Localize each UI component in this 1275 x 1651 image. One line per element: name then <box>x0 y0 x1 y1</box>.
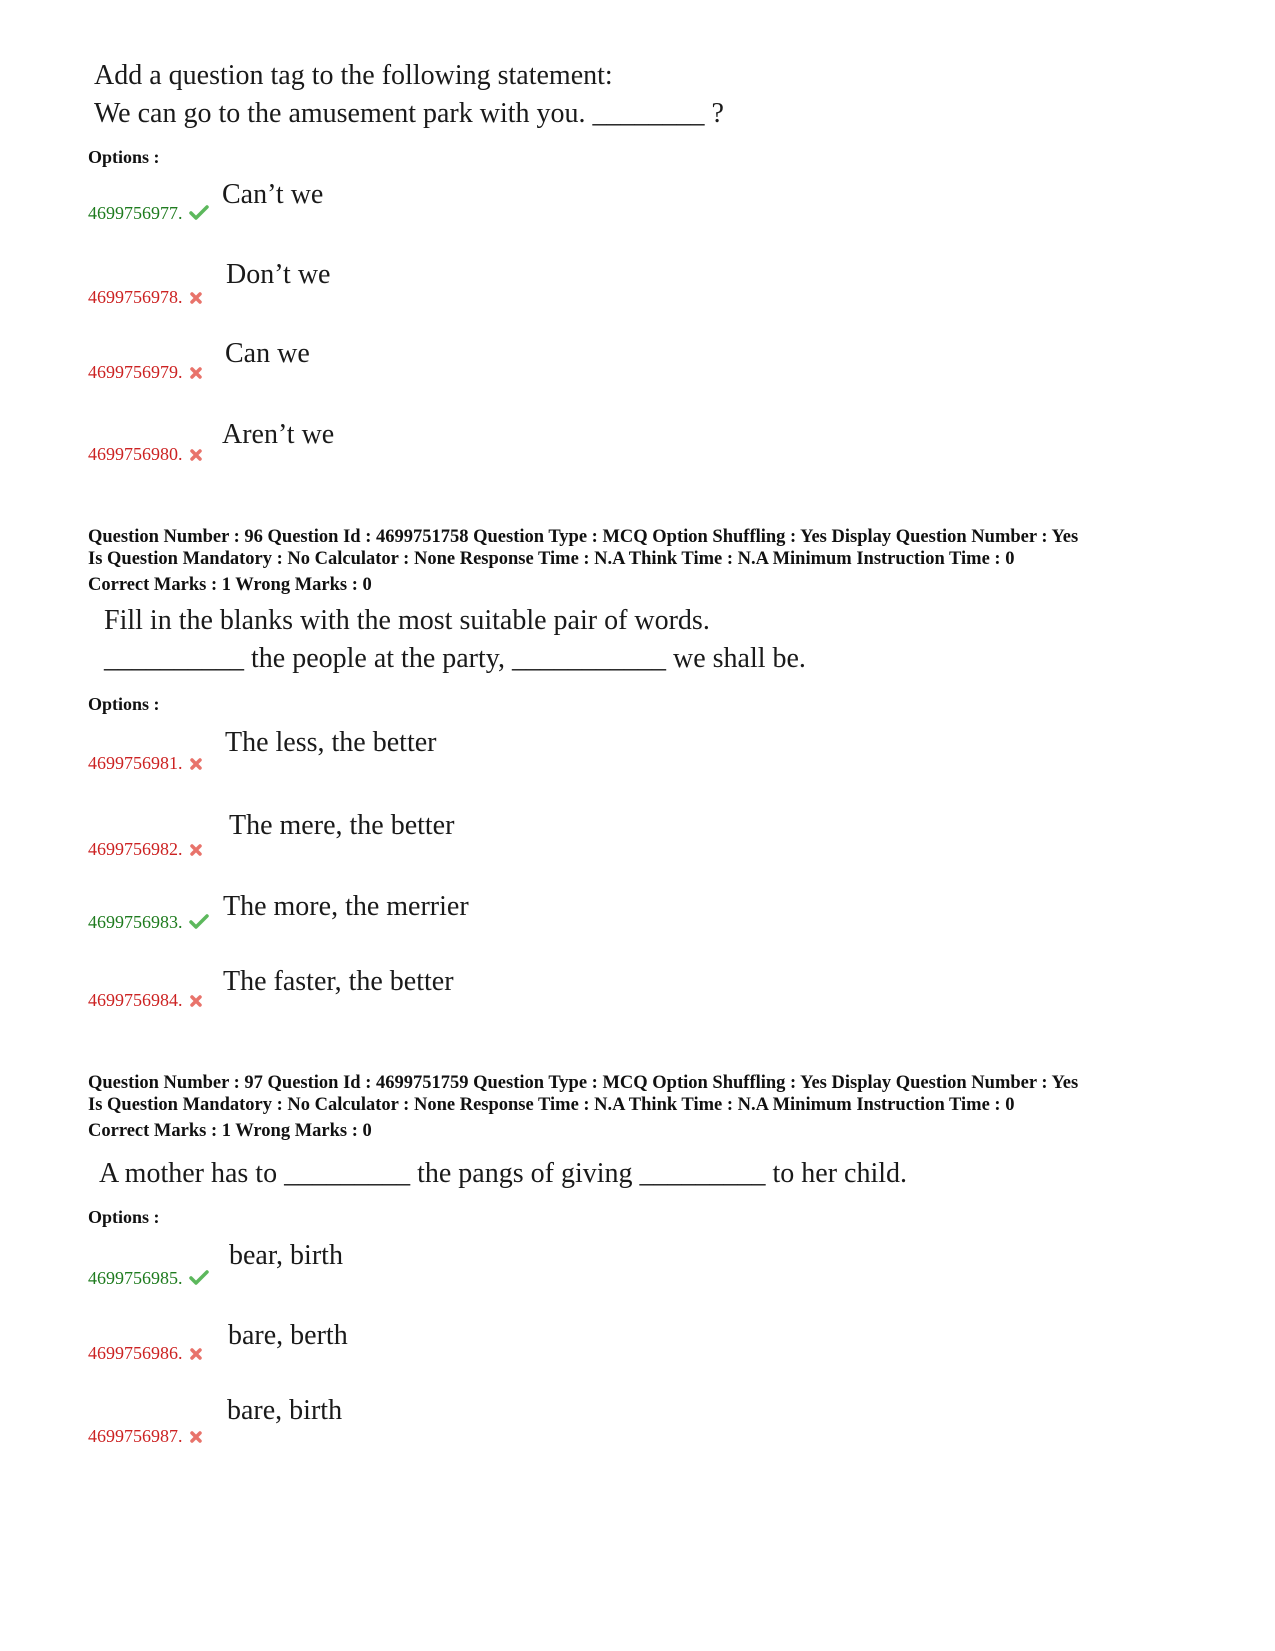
option-id: 4699756977. <box>88 203 209 226</box>
question-meta: Is Question Mandatory : No Calculator : None Response Time : N.A Think Time : N.A Minimum Instruction Time : 0 <box>88 549 1015 569</box>
cross-icon <box>189 364 203 385</box>
question-meta: Question Number : 97 Question Id : 4699751759 Question Type : MCQ Option Shuffling : Yes Display Question Number : Yes <box>88 1073 1079 1093</box>
question-text-line: Add a question tag to the following statement: <box>94 60 613 91</box>
check-icon <box>189 914 209 935</box>
question-text-line: We can go to the amusement park with you. ________ ? <box>94 98 724 129</box>
question-text-line: __________ the people at the party, ___________ we shall be. <box>104 643 806 674</box>
cross-icon <box>189 841 203 862</box>
option-id: 4699756980. <box>88 444 203 467</box>
option-text: Don’t we <box>226 259 331 290</box>
option-text: bear, birth <box>229 1240 343 1271</box>
option-text: bare, birth <box>227 1395 343 1426</box>
option-id: 4699756984. <box>88 990 203 1013</box>
option-text: bare, berth <box>228 1320 348 1351</box>
option-id: 4699756978. <box>88 287 203 310</box>
option-text: The faster, the better <box>223 966 454 997</box>
question-meta: Question Number : 96 Question Id : 4699751758 Question Type : MCQ Option Shuffling : Yes Display Question Number : Yes <box>88 527 1079 547</box>
cross-icon <box>189 755 203 776</box>
option-id: 4699756986. <box>88 1343 203 1366</box>
question-text-line: Fill in the blanks with the most suitable pair of words. <box>104 605 710 636</box>
cross-icon <box>189 992 203 1013</box>
option-text: The more, the merrier <box>223 891 469 922</box>
question-meta: Is Question Mandatory : No Calculator : None Response Time : N.A Think Time : N.A Minimum Instruction Time : 0 <box>88 1095 1015 1115</box>
option-id: 4699756981. <box>88 753 203 776</box>
question-marks: Correct Marks : 1 Wrong Marks : 0 <box>88 575 372 595</box>
question-marks: Correct Marks : 1 Wrong Marks : 0 <box>88 1121 372 1141</box>
options-label: Options : <box>88 694 160 714</box>
cross-icon <box>189 446 203 467</box>
options-label: Options : <box>88 1207 160 1227</box>
option-text: The less, the better <box>225 727 437 758</box>
option-text: Can’t we <box>222 179 324 210</box>
option-id: 4699756983. <box>88 912 209 935</box>
option-text: Aren’t we <box>222 419 335 450</box>
option-text: The mere, the better <box>229 810 455 841</box>
cross-icon <box>189 1345 203 1366</box>
question-text-line: A mother has to _________ the pangs of giving _________ to her child. <box>99 1158 908 1189</box>
check-icon <box>189 205 209 226</box>
cross-icon <box>189 289 203 310</box>
option-id: 4699756979. <box>88 362 203 385</box>
cross-icon <box>189 1428 203 1449</box>
options-label: Options : <box>88 147 160 167</box>
option-id: 4699756987. <box>88 1426 203 1449</box>
check-icon <box>189 1270 209 1291</box>
option-text: Can we <box>225 338 310 369</box>
option-id: 4699756985. <box>88 1268 209 1291</box>
option-id: 4699756982. <box>88 839 203 862</box>
